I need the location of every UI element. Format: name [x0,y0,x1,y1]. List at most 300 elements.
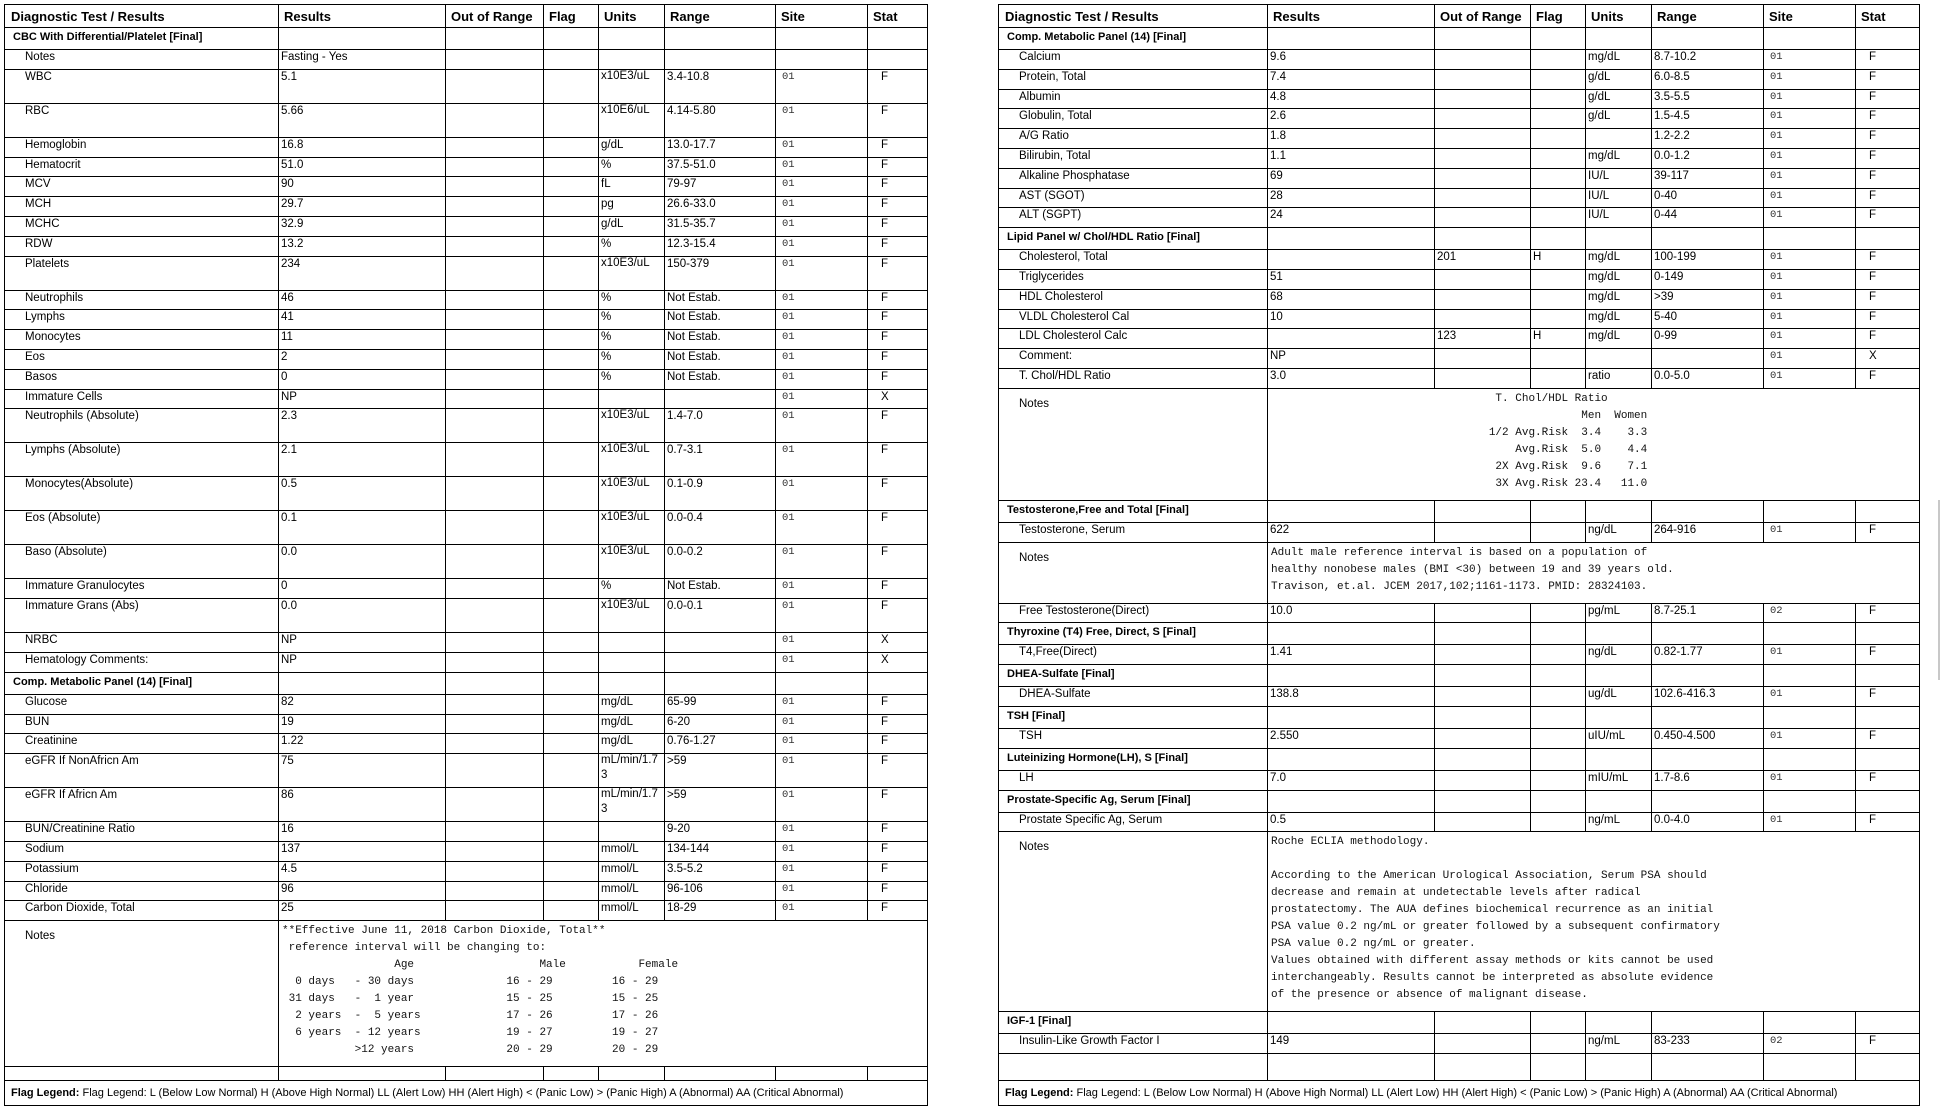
cell-range: 1.2-2.2 [1654,130,1690,143]
grid-line [1530,603,1531,832]
cell-result: 1.22 [281,735,304,748]
header-result: Results [284,9,331,24]
cell-result: 2 [281,351,288,363]
notes-label: Notes [1019,841,1050,854]
cell-result: 2.3 [281,410,297,423]
table-row [5,598,927,633]
cell-site: 01 [1770,90,1783,103]
cell-range: 13.0-17.7 [667,138,716,151]
cell-stat: F [881,138,889,151]
cell-result: 25 [281,902,294,915]
cell-stat: F [881,823,889,836]
cell-range: 8.7-10.2 [1654,51,1697,63]
table-row [5,329,927,350]
flag-legend-body: Flag Legend: L (Below Low Normal) H (Above High Normal) LL (Alert Low) HH (Alert High) < (Panic Low) > (Panic High) A (Abnormal) AA (Critical Abnormal) [1073,1087,1838,1099]
grid-line [867,1066,868,1081]
table-row [5,309,927,330]
cell-range: 39-117 [1654,169,1689,182]
cell-units: % [601,291,612,304]
cell-stat: F [1869,150,1877,162]
cell-range: 100-199 [1654,251,1697,264]
header-range: Range [670,9,710,24]
header-oor: Out of Range [1440,9,1522,24]
cell-stat: F [881,158,889,171]
table-row [999,108,1919,129]
cell-range: 0.0-0.2 [667,546,703,559]
cell-stat: F [1869,1035,1877,1048]
cell-test: T4,Free(Direct) [1019,646,1097,659]
cell-units: mmol/L [601,882,639,895]
cell-test: Chloride [25,882,68,895]
cell-stat: F [881,789,889,802]
cell-range: 264-916 [1654,523,1697,536]
section-header [999,748,1919,771]
cell-stat: F [881,546,889,559]
cell-site: 01 [782,351,795,363]
table-row [999,522,1919,543]
cell-site: 01 [782,789,795,802]
cell-stat: F [881,862,889,875]
cell-result: 0 [281,370,288,383]
section-header [999,1011,1919,1034]
cell-range: 0-40 [1654,189,1678,202]
table-row [999,249,1919,270]
cell-units: % [601,237,612,250]
cell-range: 0.0-0.4 [667,512,703,525]
cell-site: 01 [1770,370,1783,382]
cell-units: g/dL [1588,70,1611,83]
cell-range: 1.7-8.6 [1654,771,1690,784]
table-row [5,103,927,138]
table-row [5,176,927,197]
flag-legend-label: Flag Legend: [1005,1087,1074,1099]
cell-stat: F [881,843,889,855]
grid-line [598,1066,599,1081]
grid-line [775,5,776,920]
cell-units: pg/mL [1588,604,1620,617]
cell-site: 01 [782,311,795,324]
cell-test: Monocytes [25,331,81,344]
grid-line [1530,500,1531,542]
section-header [999,27,1919,50]
grid-line [1530,5,1531,388]
cell-test: TSH [1019,730,1042,742]
cell-result: 69 [1270,169,1283,182]
cell-units: IU/L [1588,189,1610,202]
header-site: Site [781,9,805,24]
cell-stat: F [1869,310,1877,323]
table-row [5,510,927,545]
cell-stat: X [881,634,889,647]
table-row [999,49,1919,70]
cell-stat: F [881,218,889,230]
table-row [5,881,927,902]
cell-site: 01 [1770,251,1783,264]
cell-test: Eos (Absolute) [25,512,101,525]
cell-range: Not Estab. [667,331,721,344]
cell-result: 28 [1270,189,1283,202]
cell-units: % [601,158,612,171]
cell-test: Immature Granulocytes [25,580,145,593]
cell-site: 01 [782,600,795,613]
table-row [5,256,927,291]
cell-oor: 123 [1437,330,1457,343]
cell-site: 01 [782,695,795,708]
cell-result: 16.8 [281,138,304,151]
cell-site: 01 [782,370,795,383]
cell-test: Potassium [25,862,79,875]
cell-site: 01 [782,823,795,836]
cell-test: ALT (SGPT) [1019,209,1082,222]
cell-result: NP [281,390,297,403]
cell-test: eGFR If NonAfricn Am [25,755,139,768]
cell-stat: F [881,735,889,748]
table-row [999,328,1919,349]
section-header [999,227,1919,250]
cell-test: Lymphs (Absolute) [25,444,121,457]
cell-range: 1.5-4.5 [1654,110,1690,123]
cell-range: 9-20 [667,823,691,836]
grid-line [664,1066,665,1081]
cell-result: 0.5 [281,478,297,491]
cell-result: 138.8 [1270,688,1299,701]
cell-stat: F [881,178,889,191]
cell-range: Not Estab. [667,370,721,383]
grid-line [664,5,665,920]
flag-legend-text [11,1087,843,1099]
cell-result: 1.8 [1270,130,1286,143]
table-row [999,348,1919,369]
cell-result: 29.7 [281,198,304,211]
table-row [999,603,1919,624]
table-row [5,349,927,370]
cell-units: g/dL [1588,110,1611,123]
cell-stat: F [1869,110,1877,123]
grid-line [775,1066,776,1081]
report-page-right [998,4,1920,1106]
cell-range: 83-233 [1654,1035,1690,1048]
table-row [5,476,927,511]
table-row [999,309,1919,330]
grid-line [543,5,544,920]
cell-test: Globulin, Total [1019,110,1092,123]
cell-stat: F [881,370,889,383]
header-site: Site [1769,9,1793,24]
cell-site: 01 [1770,730,1783,742]
cell-units: mg/dL [1588,330,1620,343]
cell-result: 622 [1270,523,1290,536]
grid-line [598,5,599,920]
cell-stat: F [881,512,889,525]
table-row [5,137,927,158]
cell-result: 19 [281,715,294,728]
cell-site: 01 [1770,150,1783,162]
cell-units: mL/min/1.73 [601,788,658,816]
cell-result: 51 [1270,271,1283,283]
cell-site: 01 [1770,350,1783,363]
cell-units: mg/dL [1588,150,1620,162]
cell-result: 137 [281,843,301,855]
grid-line [1763,1011,1764,1081]
cell-stat: F [1869,646,1877,659]
cell-units: mg/dL [601,735,633,748]
cell-site: 01 [1770,330,1783,343]
table-row [999,289,1919,310]
cell-stat: F [1869,330,1877,343]
grid-line [1651,5,1652,388]
cell-site: 01 [1770,310,1783,323]
cell-test: Hematocrit [25,158,81,171]
table-row [999,89,1919,110]
cell-result: 32.9 [281,218,304,230]
cell-units: mg/dL [1588,310,1620,323]
cell-units: % [601,331,612,344]
section-title: Luteinizing Hormone(LH), S [Final] [1007,751,1188,764]
cell-result: 46 [281,291,294,304]
cell-test: VLDL Cholesterol Cal [1019,310,1130,323]
cell-range: Not Estab. [667,291,721,304]
grid-line [1434,5,1435,388]
cell-test: Immature Cells [25,390,103,403]
grid-line [1530,1011,1531,1081]
cell-result: 16 [281,823,294,836]
cell-stat: F [881,580,889,593]
cell-test: Cholesterol, Total [1019,251,1108,264]
cell-range: Not Estab. [667,351,721,363]
cell-result: 4.8 [1270,90,1286,103]
cell-result: 2.6 [1270,110,1286,123]
cell-stat: X [1869,350,1877,363]
cell-test: Albumin [1019,90,1061,103]
grid-line [1855,5,1856,388]
cell-test: Protein, Total [1019,70,1086,83]
cell-range: 65-99 [667,695,697,708]
table-row [5,49,927,70]
header-units: Units [1591,9,1624,24]
table-row [999,812,1919,833]
cell-result: 10.0 [1270,604,1293,617]
cell-range: >59 [667,789,687,802]
cell-stat: F [1869,169,1877,182]
cell-stat: F [881,351,889,363]
cell-test: BUN/Creatinine Ratio [25,823,135,836]
cell-units: ng/dL [1588,646,1617,659]
table-row [5,733,927,754]
cell-test: WBC [25,70,52,83]
cell-result: 3.0 [1270,370,1286,382]
cell-stat: F [1869,130,1877,143]
scrollbar-track[interactable] [1938,500,1940,680]
cell-site: 01 [782,198,795,211]
cell-test: Sodium [25,843,64,855]
cell-site: 01 [782,862,795,875]
cell-range: 79-97 [667,178,697,191]
table-row [5,408,927,443]
cell-result: 9.6 [1270,51,1286,63]
header-result: Results [1273,9,1320,24]
cell-test: DHEA-Sulfate [1019,688,1091,701]
cell-range: 26.6-33.0 [667,198,716,211]
cell-result: NP [1270,350,1286,363]
cell-result: 4.5 [281,862,297,875]
notes-text: T. Chol/HDL Ratio Men Women 1/2 Avg.Risk 3.4 3.3 Avg.Risk 5.0 4.4 2X Avg.Risk 9.6 7.1 3X Avg.Risk 23.4 11.0 [1488,392,1648,490]
cell-range: 0.76-1.27 [667,735,716,748]
grid-line [1434,603,1435,832]
cell-stat: F [1869,90,1877,103]
header-range: Range [1657,9,1697,24]
cell-result: 1.41 [1270,646,1293,659]
table-row [5,196,927,217]
section-title: Comp. Metabolic Panel (14) [Final] [1007,31,1187,43]
cell-test: BUN [25,715,50,728]
cell-site: 01 [782,735,795,748]
cell-units: mg/dL [1588,290,1620,303]
cell-site: 01 [782,178,795,191]
cell-test: AST (SGOT) [1019,189,1085,202]
table-row [999,168,1919,189]
table-row [5,714,927,735]
grid-line [1855,1011,1856,1081]
cell-units: mg/dL [1588,271,1620,283]
grid-line [1651,500,1652,542]
header-flag: Flag [1536,9,1563,24]
cell-range: 37.5-51.0 [667,158,716,171]
table-header [999,5,1919,28]
cell-site: 01 [1770,110,1783,123]
cell-units: ug/dL [1588,688,1617,701]
cell-units: ng/mL [1588,813,1620,826]
cell-site: 01 [1770,290,1783,303]
cell-site: 01 [782,257,795,270]
cell-stat: F [1869,370,1877,382]
cell-result: NP [281,634,297,647]
cell-test: T. Chol/HDL Ratio [1019,370,1111,382]
cell-units: x10E3/uL [601,511,650,524]
cell-stat: F [881,311,889,324]
cell-site: 01 [782,654,795,666]
cell-range: 6.0-8.5 [1654,70,1690,83]
cell-range: 0.0-1.2 [1654,150,1690,162]
grid-line [1763,500,1764,542]
cell-flag: H [1533,251,1542,264]
cell-range: 18-29 [667,902,697,915]
cell-test: Creatinine [25,735,78,748]
cell-range: 0-44 [1654,209,1678,222]
cell-stat: F [881,104,889,117]
cell-units: x10E3/uL [601,599,650,612]
header-test: Diagnostic Test / Results [11,9,165,24]
cell-site: 01 [1770,169,1783,182]
cell-range: 0.0-4.0 [1654,813,1690,826]
cell-test: Hematology Comments: [25,654,149,666]
cell-units: x10E3/uL [601,256,650,269]
cell-test: RBC [25,104,50,117]
table-row [5,900,927,921]
notes-text: Roche ECLIA methodology. According to the American Urological Association, Serum PSA should decrease and remain at undetectable levels after radical prostatectomy. The AUA defines biochemical recurrence as an initial PSA value 0.2 ng/mL or greater followed by a subsequent confirmatory PSA value 0.2 ng/mL or greater. Values obtained with different assay methods or kits cannot be used interchangeably. Results cannot be interpreted as absolute evidence of the presence or absence of malignant disease. [1271,836,1720,1002]
cell-site: 01 [782,138,795,151]
grid-line [445,5,446,920]
cell-units: ng/dL [1588,523,1617,536]
cell-range: 0.0-0.1 [667,600,703,613]
table-row [5,632,927,653]
cell-result: 0 [281,580,288,593]
flag-legend-text [1005,1087,1837,1099]
cell-site: 01 [782,634,795,647]
table-row [999,368,1919,389]
cell-test: NRBC [25,634,58,647]
cell-test: Neutrophils (Absolute) [25,410,139,423]
cell-units: mIU/mL [1588,771,1629,784]
cell-range: Not Estab. [667,311,721,324]
cell-range: 0.450-4.500 [1654,730,1716,742]
table-row [999,686,1919,707]
cell-units: uIU/mL [1588,730,1626,742]
flag-legend [999,1080,1919,1105]
table-header [5,5,927,28]
table-row [5,694,927,715]
cell-units: x10E3/uL [601,69,650,82]
section-header [999,500,1919,523]
cell-units: fL [601,178,611,191]
grid-line [1855,603,1856,832]
cell-units: % [601,311,612,324]
cell-flag: H [1533,330,1542,343]
cell-result: 68 [1270,290,1283,303]
cell-units: x10E3/uL [601,545,650,558]
cell-site: 01 [1770,271,1783,283]
table-row [999,269,1919,290]
cell-stat: F [1869,523,1877,536]
cell-site: 02 [1770,604,1783,617]
cell-range: 102.6-416.3 [1654,688,1716,701]
cell-stat: F [881,695,889,708]
cell-result: 90 [281,178,294,191]
cell-site: 01 [1770,70,1783,83]
notes-block [999,542,1919,604]
cell-range: 8.7-25.1 [1654,604,1697,617]
cell-range: 150-379 [667,257,710,270]
table-row [999,770,1919,791]
cell-site: 01 [782,882,795,895]
cell-site: 01 [1770,813,1783,826]
cell-site: 01 [782,331,795,344]
cell-range: 0.1-0.9 [667,478,703,491]
cell-stat: F [881,237,889,250]
cell-result: 0.0 [281,600,297,613]
cell-units: % [601,580,612,593]
cell-result: NP [281,654,297,666]
cell-test: MCV [25,178,51,191]
table-row [5,753,927,788]
table-row [5,157,927,178]
table-row [5,216,927,237]
cell-test: Platelets [25,257,70,270]
cell-units: mmol/L [601,862,639,875]
cell-range: 31.5-35.7 [667,218,716,230]
grid-line [1434,1011,1435,1081]
grid-line [1763,5,1764,388]
header-flag: Flag [549,9,576,24]
cell-stat: F [1869,271,1877,283]
cell-site: 01 [782,843,795,855]
header-test: Diagnostic Test / Results [1005,9,1159,24]
cell-range: 134-144 [667,843,710,855]
cell-test: Testosterone, Serum [1019,523,1126,536]
table-row [999,69,1919,90]
cell-result: 75 [281,755,294,768]
notes-text: Adult male reference interval is based on a population of healthy nonobese males (BMI <30) between 19 and 39 years old. Travison, et.al. JCEM 2017,102;1161-1173. PMID: 28324103. [1271,546,1674,593]
cell-site: 01 [782,158,795,171]
